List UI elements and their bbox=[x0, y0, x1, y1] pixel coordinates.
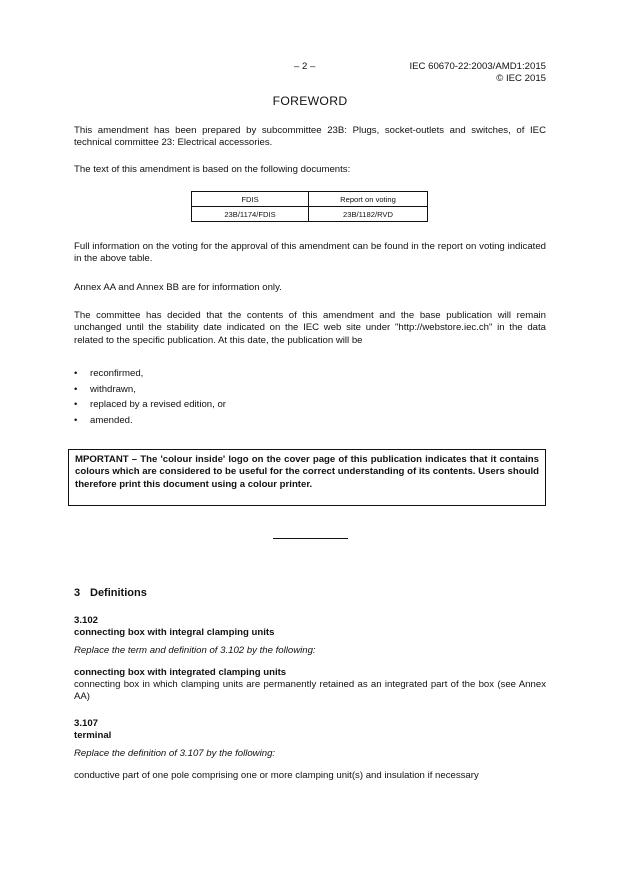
definition-instruction-3102: Replace the term and definition of 3.102 by the following: bbox=[74, 645, 316, 656]
foreword-title: FOREWORD bbox=[272, 94, 348, 108]
list-item: • withdrawn, bbox=[74, 382, 226, 398]
header-reference bbox=[409, 61, 546, 85]
bullet-icon: • bbox=[74, 368, 78, 379]
section-heading bbox=[74, 587, 147, 599]
definition-number-3107: 3.107 bbox=[74, 718, 99, 729]
copyright-notice: © IEC 2015 bbox=[496, 73, 546, 84]
bullet-icon: • bbox=[74, 383, 78, 395]
publication-options-list bbox=[74, 366, 226, 428]
foreword-paragraph-3: Full information on the voting for the approval of this amendment can be found in the report on voting indicated in the above table. bbox=[74, 241, 546, 265]
definition-term-3102: connecting box with integral clamping units bbox=[74, 627, 275, 638]
definition-text-3107: conductive part of one pole comprising one or more clamping unit(s) and insulation if necessary bbox=[74, 770, 479, 781]
definition-text-3102: connecting box in which clamping units are permanently retained as an integrated part of the box (see Annex AA) bbox=[74, 679, 546, 703]
list-item: • reconfirmed, bbox=[74, 366, 226, 382]
important-notice-box: MPORTANT – The 'colour inside' logo on the cover page of this publication indicates that it contains colours which are considered to be useful for the correct understanding of its contents. Users should therefore print this document using a colour printer. bbox=[68, 449, 546, 506]
separator-line bbox=[273, 538, 348, 539]
documents-table bbox=[191, 191, 428, 222]
table-cell: 23B/1182/RVD bbox=[309, 207, 428, 222]
foreword-paragraph-4: Annex AA and Annex BB are for information only. bbox=[74, 282, 282, 293]
table-header-cell: FDIS bbox=[192, 192, 309, 207]
table-header-row bbox=[192, 192, 428, 207]
bullet-icon: • bbox=[74, 399, 78, 411]
table-row bbox=[192, 207, 428, 222]
foreword-paragraph-2: The text of this amendment is based on the following documents: bbox=[74, 164, 351, 175]
definition-term-3107: terminal bbox=[74, 730, 112, 741]
definition-new-term-3102: connecting box with integrated clamping units bbox=[74, 667, 287, 678]
foreword-paragraph-5: The committee has decided that the contents of this amendment and the base publication will remain unchanged until the stability date indicated on the IEC web site under "http://webstore.iec.ch" in the data related to the specific publication. At this date, the publication will be bbox=[74, 310, 546, 346]
bullet-icon: • bbox=[74, 414, 78, 426]
list-item: • replaced by a revised edition, or bbox=[74, 397, 226, 413]
table-header-cell: Report on voting bbox=[309, 192, 428, 207]
section-number: 3 bbox=[74, 587, 81, 599]
list-item: • amended. bbox=[74, 413, 226, 429]
table-cell: 23B/1174/FDIS bbox=[192, 207, 309, 222]
definition-instruction-3107: Replace the definition of 3.107 by the following: bbox=[74, 748, 276, 759]
standard-reference: IEC 60670-22:2003/AMD1:2015 bbox=[409, 61, 546, 72]
page-number: – 2 – bbox=[294, 61, 316, 72]
definition-number-3102: 3.102 bbox=[74, 615, 99, 626]
section-title: Definitions bbox=[90, 587, 147, 599]
foreword-paragraph-1: This amendment has been prepared by subcommittee 23B: Plugs, socket-outlets and switches, of IEC technical committee 23: Electrical accessories. bbox=[74, 125, 546, 149]
